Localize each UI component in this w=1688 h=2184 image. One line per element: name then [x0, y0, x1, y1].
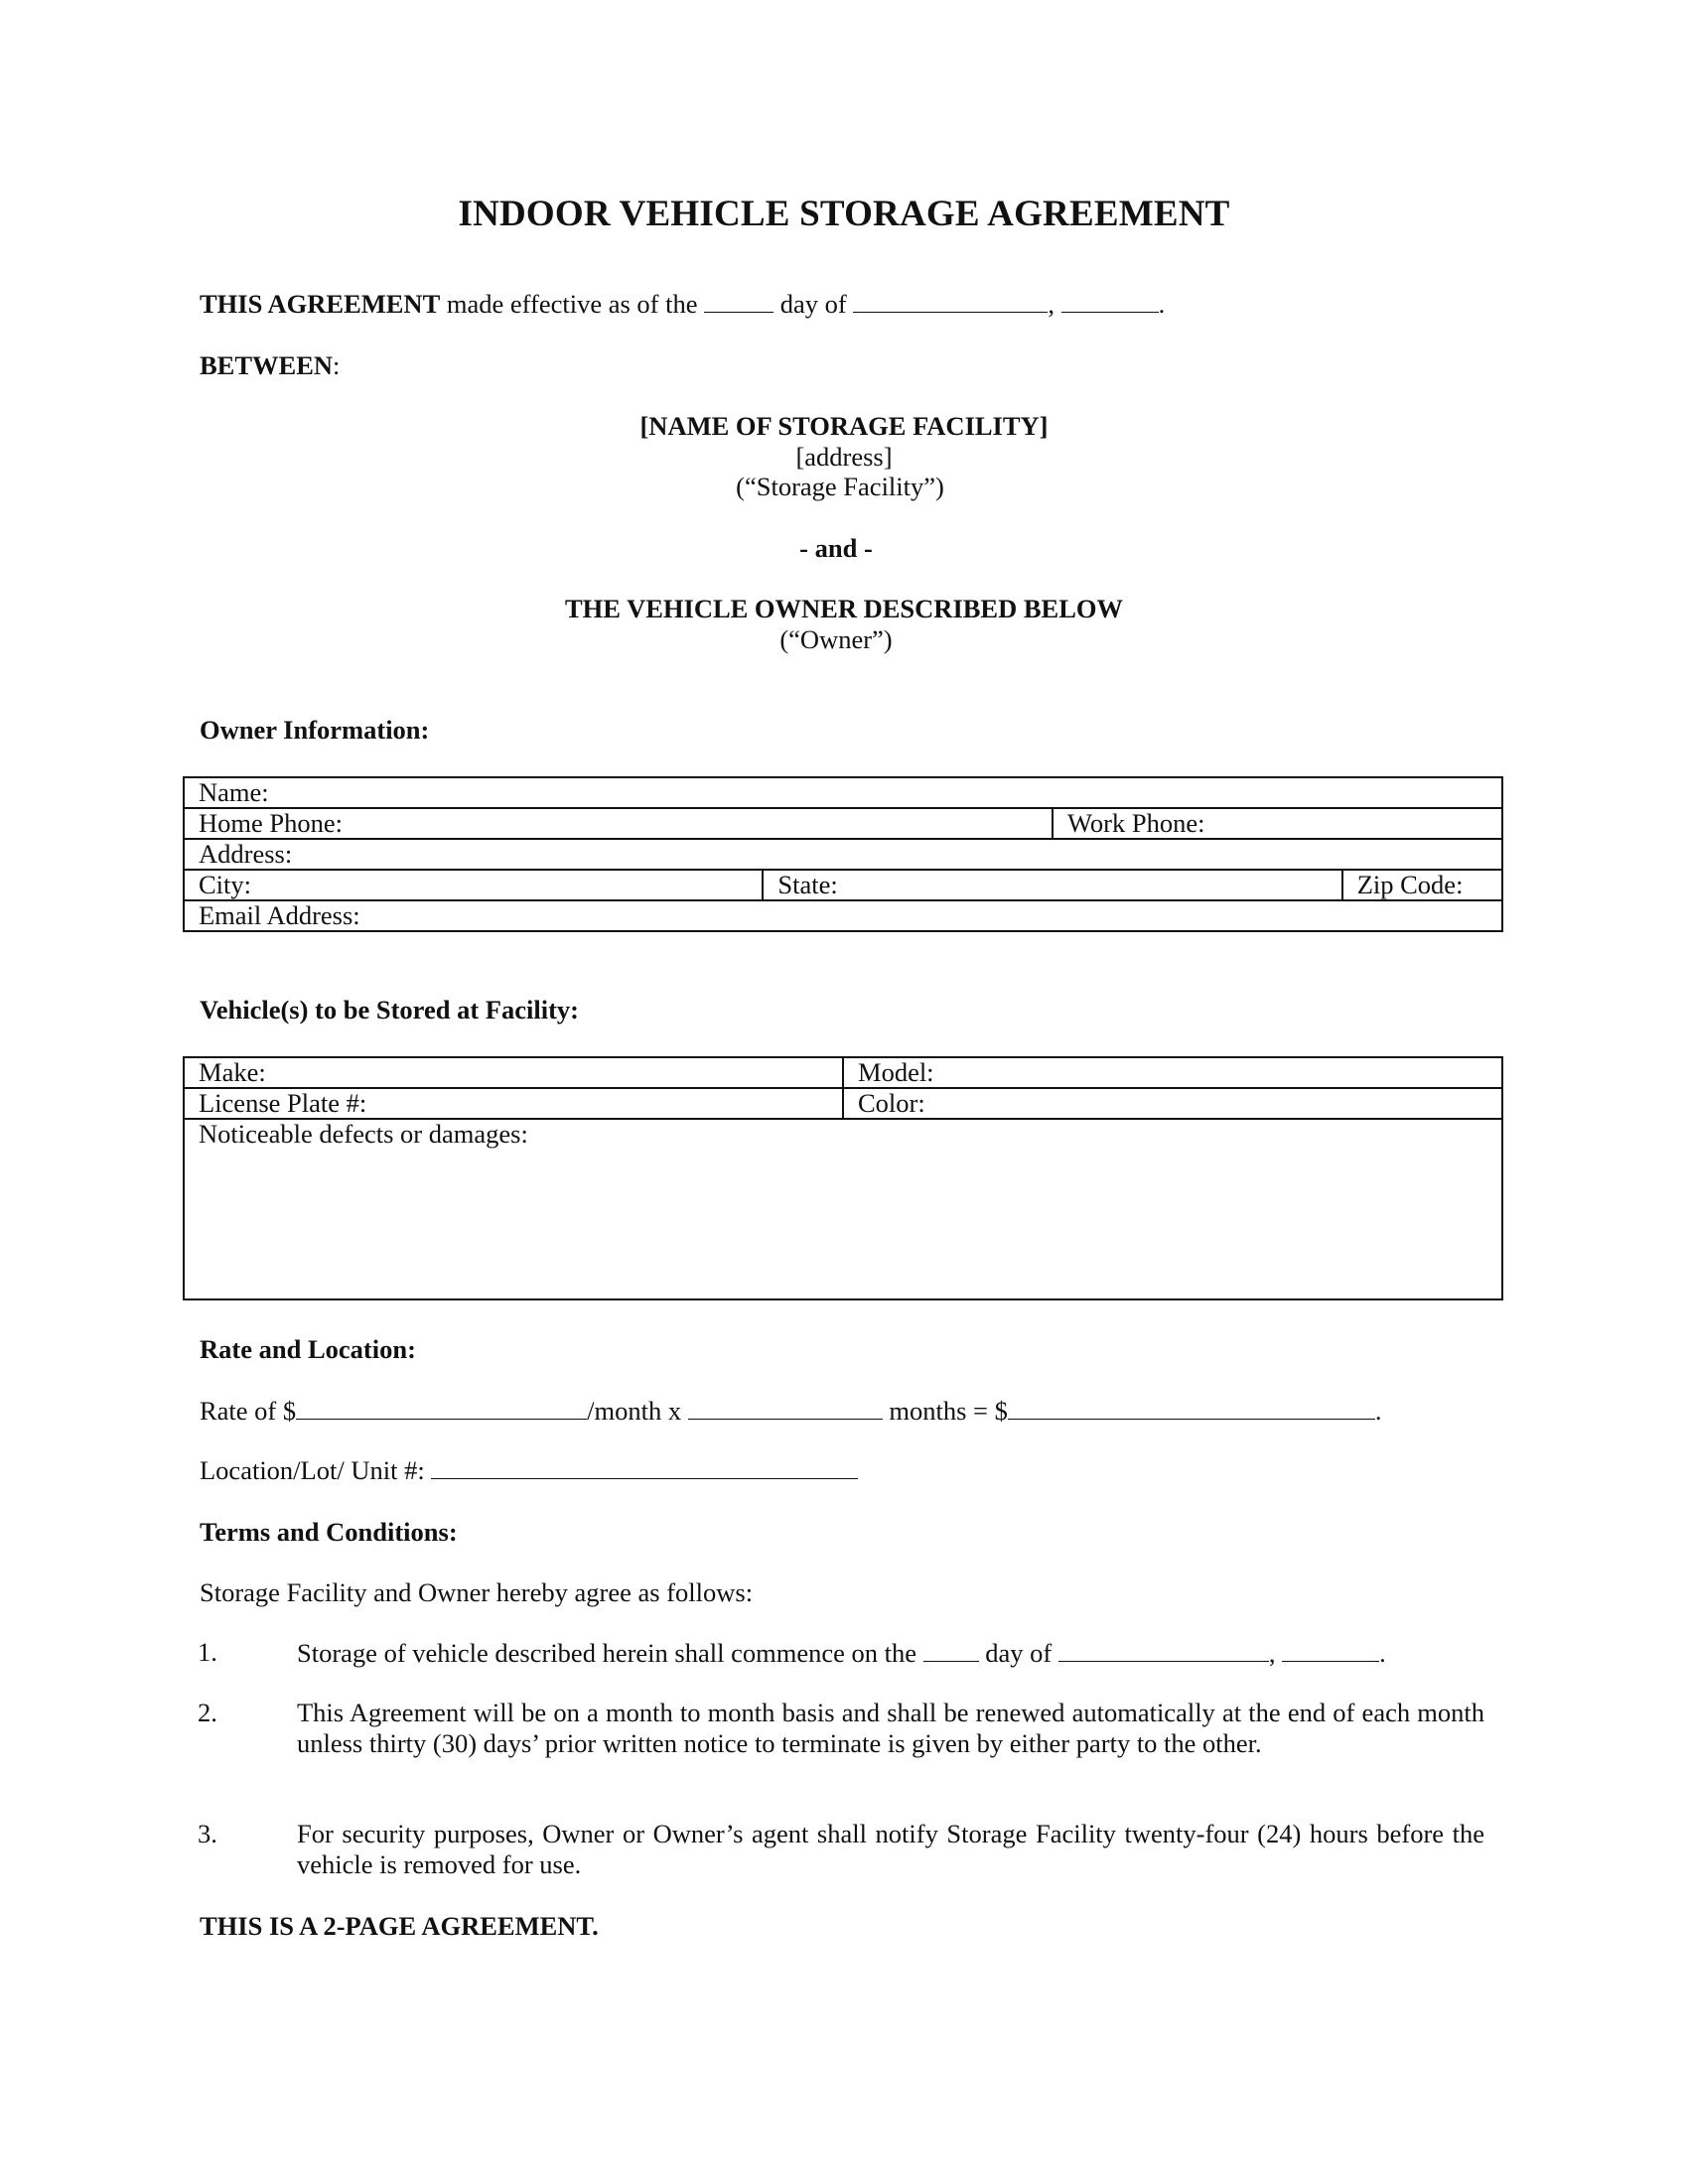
between-word: BETWEEN: [200, 350, 334, 380]
license-plate-field[interactable]: License Plate #:: [184, 1088, 843, 1119]
color-field[interactable]: Color:: [843, 1088, 1502, 1119]
rate-line: [200, 1395, 1381, 1427]
make-field[interactable]: Make:: [184, 1057, 843, 1088]
vehicle-heading: Vehicle(s) to be Stored at Facility:: [200, 995, 579, 1024]
term-2-number: 2.: [198, 1698, 217, 1727]
document-title: INDOOR VEHICLE STORAGE AGREEMENT: [458, 194, 1230, 234]
terms-intro: Storage Facility and Owner hereby agree as follows:: [200, 1577, 754, 1607]
owner-address-field[interactable]: Address:: [184, 839, 1502, 870]
facility-address: [address]: [795, 442, 893, 472]
intro-text-d: .: [1158, 289, 1166, 319]
owner-info-table: [183, 776, 1503, 932]
term-1-day-blank[interactable]: [923, 1637, 979, 1662]
and-separator: - and -: [799, 533, 873, 563]
term-1-d: .: [1379, 1638, 1386, 1668]
city-field[interactable]: City:: [184, 870, 763, 900]
term-2-text: This Agreement will be on a month to month basis and shall be renewed automatically at the end of each month unless thirty (30) days’ prior written notice to terminate is given by either party to the other.: [297, 1698, 1484, 1758]
vehicle-table: [183, 1056, 1503, 1300]
term-1-month-blank[interactable]: [1058, 1637, 1269, 1662]
owner-defined-as: (“Owner”): [779, 624, 893, 654]
facility-defined-as: (“Storage Facility”): [736, 472, 944, 501]
rate-heading: Rate and Location:: [200, 1334, 416, 1364]
rate-prefix: Rate of $: [200, 1396, 297, 1426]
email-field[interactable]: Email Address:: [184, 900, 1502, 931]
owner-name-field[interactable]: Name:: [184, 777, 1502, 808]
state-field[interactable]: State:: [763, 870, 1341, 900]
term-3-text: For security purposes, Owner or Owner’s agent shall notify Storage Facility twenty-four (24) hours before the vehicle is removed for use.: [297, 1819, 1484, 1879]
zip-field[interactable]: Zip Code:: [1342, 870, 1502, 900]
intro-bold: THIS AGREEMENT: [200, 289, 441, 319]
between-colon: :: [333, 350, 341, 380]
intro-text-b: day of: [774, 289, 854, 319]
intro-month-blank[interactable]: [853, 288, 1048, 313]
intro-line: [200, 288, 1165, 320]
model-field[interactable]: Model:: [843, 1057, 1502, 1088]
between-label: [200, 349, 340, 381]
term-1-number: 1.: [198, 1637, 217, 1667]
term-1-c: ,: [1268, 1638, 1283, 1668]
terms-heading: Terms and Conditions:: [200, 1517, 458, 1547]
page-count-note: THIS IS A 2-PAGE AGREEMENT.: [200, 1911, 599, 1941]
term-1-b: day of: [978, 1638, 1058, 1668]
term-1-a: Storage of vehicle described herein shall commence on the: [297, 1638, 923, 1668]
rate-months-text: months = $: [882, 1396, 1008, 1426]
location-line: [200, 1454, 858, 1486]
location-label: Location/Lot/ Unit #:: [200, 1455, 432, 1485]
home-phone-field[interactable]: Home Phone:: [184, 808, 1053, 839]
term-1-text: [297, 1637, 1386, 1669]
rate-end: .: [1374, 1396, 1382, 1426]
defects-field[interactable]: Noticeable defects or damages:: [184, 1119, 1502, 1299]
owner-party-name: THE VEHICLE OWNER DESCRIBED BELOW: [564, 594, 1124, 623]
term-1-year-blank[interactable]: [1282, 1637, 1379, 1662]
rate-total-blank[interactable]: [1008, 1395, 1375, 1420]
term-3-number: 3.: [198, 1819, 217, 1848]
location-blank[interactable]: [431, 1454, 858, 1479]
intro-year-blank[interactable]: [1061, 288, 1159, 313]
owner-info-heading: Owner Information:: [200, 715, 430, 745]
intro-day-blank[interactable]: [704, 288, 774, 313]
facility-name: [NAME OF STORAGE FACILITY]: [639, 411, 1049, 441]
intro-text-c: ,: [1048, 289, 1061, 319]
rate-per-month: /month x: [587, 1396, 688, 1426]
work-phone-field[interactable]: Work Phone:: [1053, 808, 1502, 839]
rate-amount-blank[interactable]: [296, 1395, 587, 1420]
intro-text-a: made effective as of the: [440, 289, 705, 319]
rate-months-blank[interactable]: [688, 1395, 883, 1420]
